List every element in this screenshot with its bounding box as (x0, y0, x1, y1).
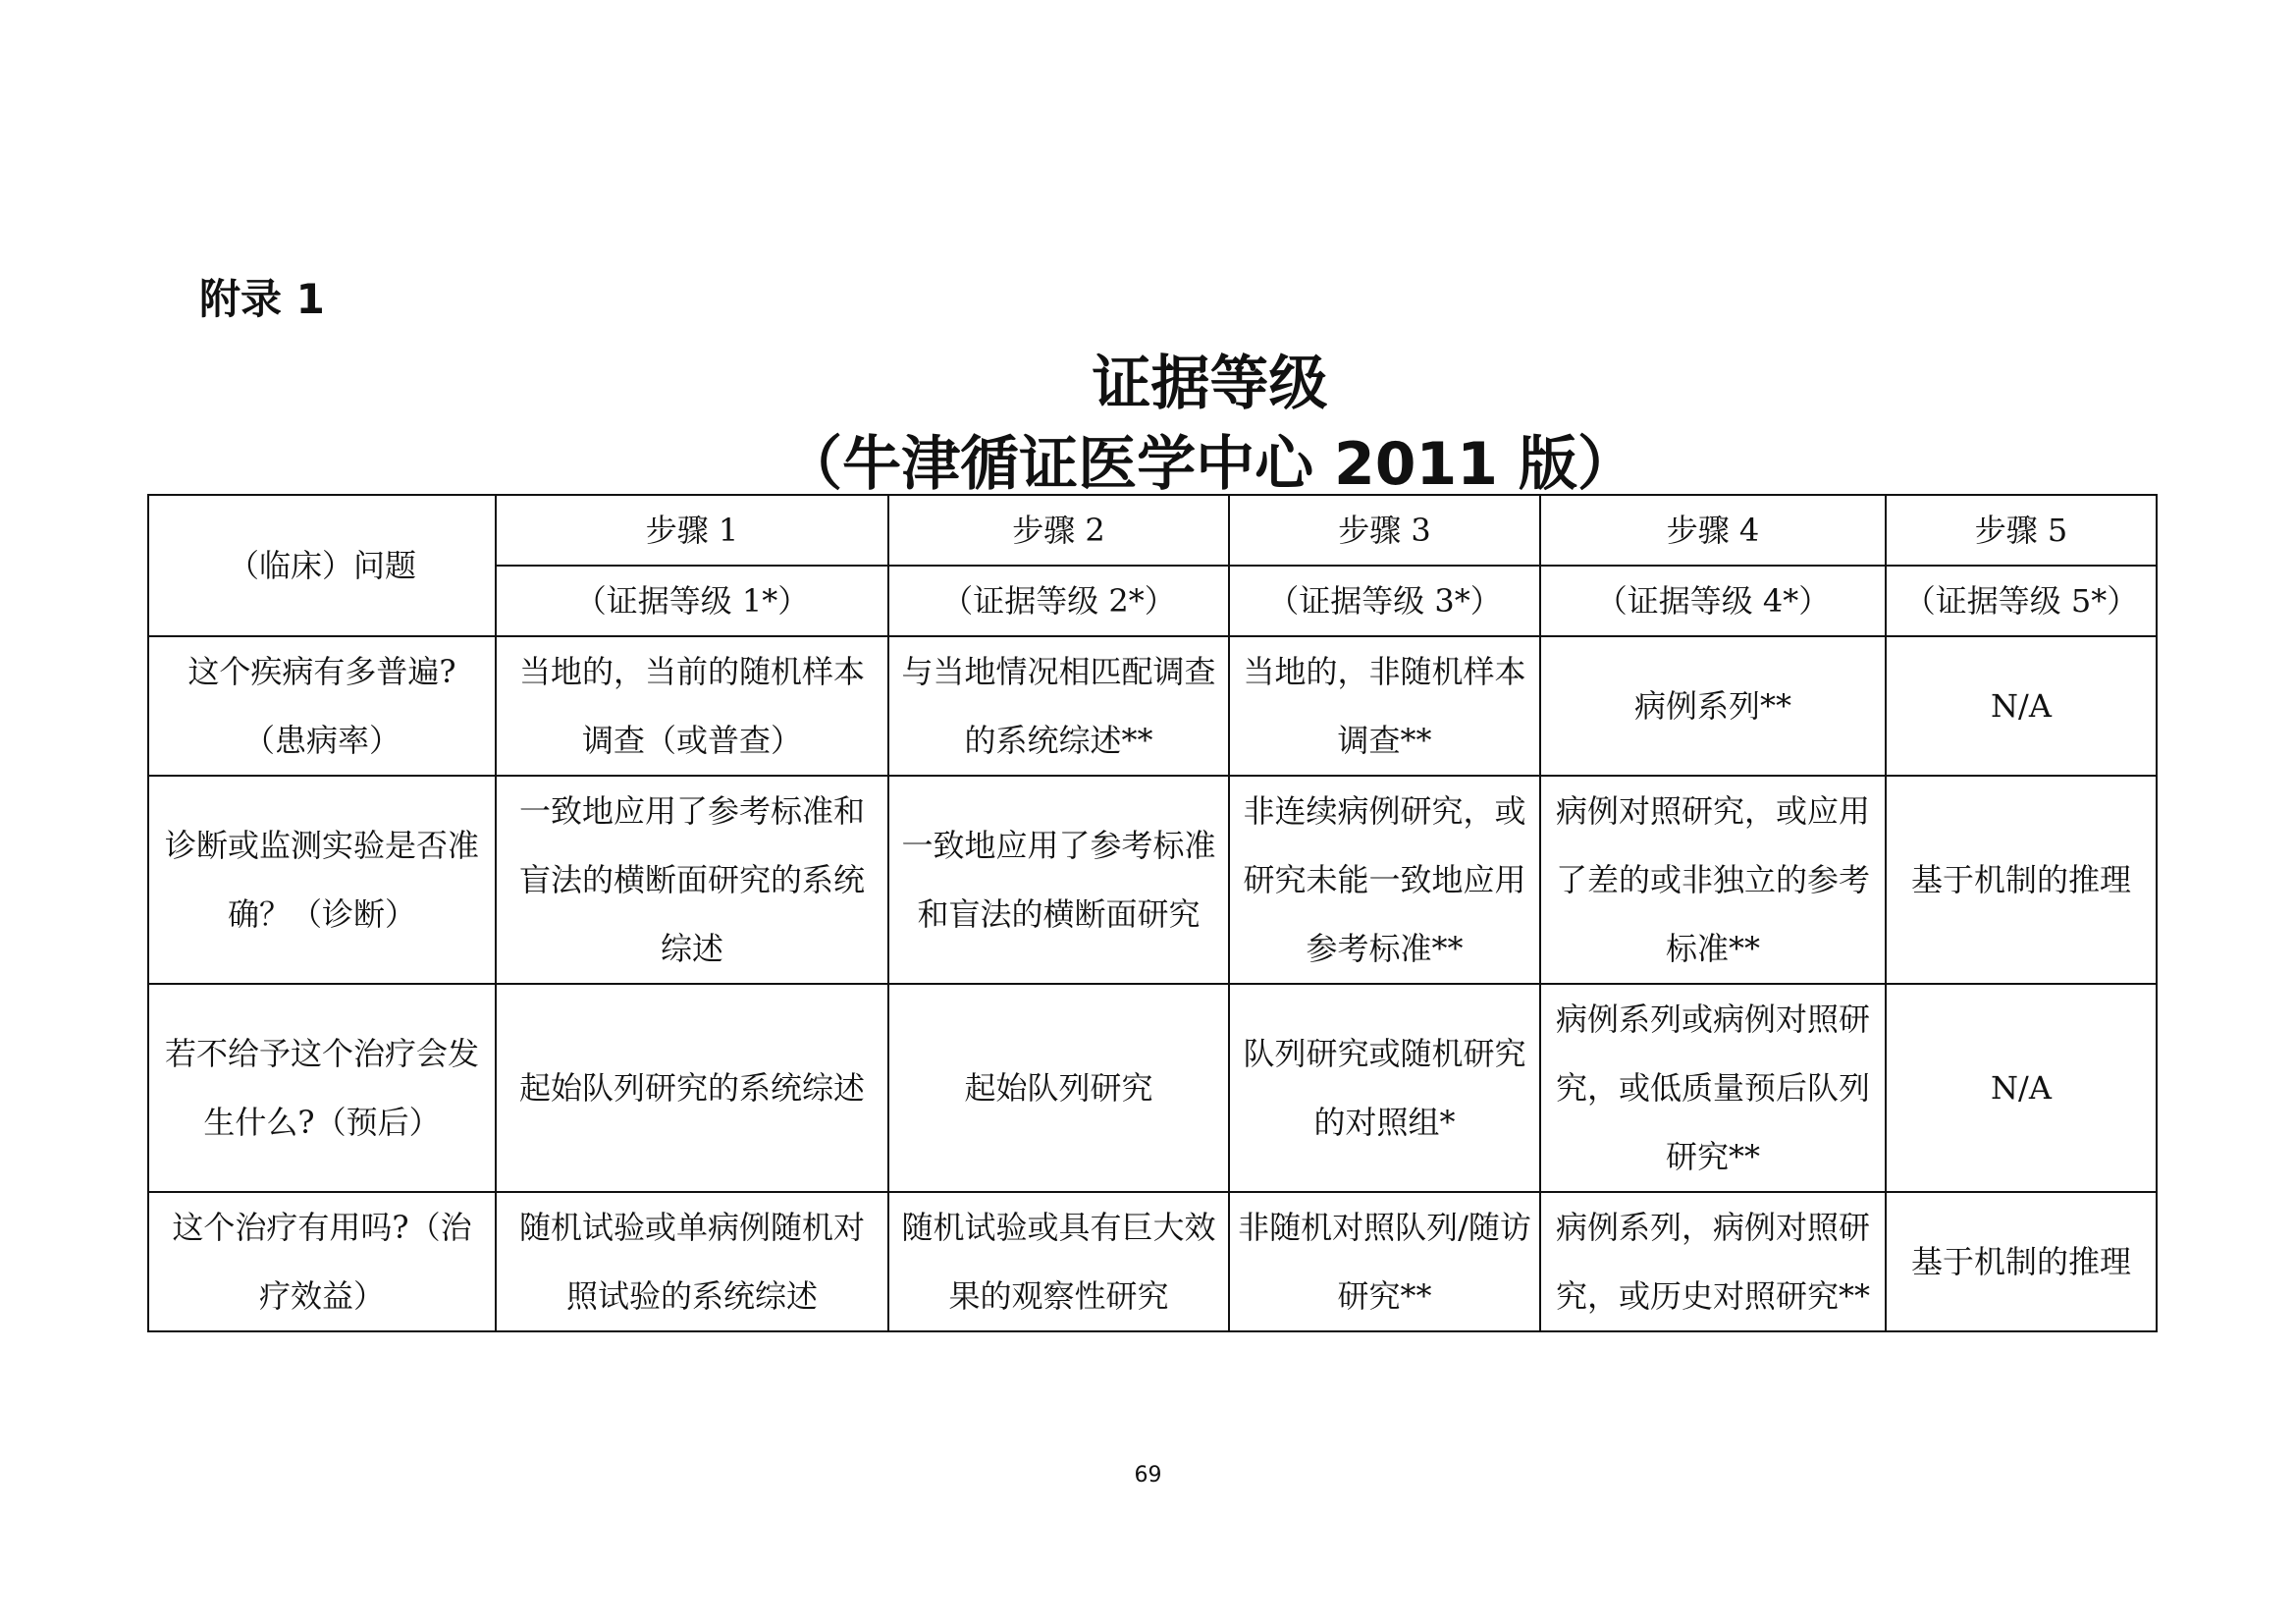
level-header: （证据等级 4*） (1540, 566, 1886, 636)
table-cell: 基于机制的推理 (1886, 776, 2157, 984)
evidence-level-table (147, 494, 2158, 1332)
table-row (148, 1192, 2157, 1331)
question-cell: 这个治疗有用吗?（治疗效益） (148, 1192, 496, 1331)
question-header: （临床）问题 (148, 495, 496, 636)
level-header: （证据等级 3*） (1229, 566, 1540, 636)
table-cell: N/A (1886, 984, 2157, 1192)
step-header: 步骤 1 (496, 495, 888, 566)
table-cell: 随机试验或单病例随机对照试验的系统综述 (496, 1192, 888, 1331)
table-cell: 非随机对照队列/随访研究** (1229, 1192, 1540, 1331)
page-number: 69 (1134, 1463, 1162, 1488)
table-cell: 当地的，当前的随机样本调查（或普查） (496, 636, 888, 776)
table-cell: 病例系列** (1540, 636, 1886, 776)
table-cell: N/A (1886, 636, 2157, 776)
table-cell: 病例对照研究，或应用了差的或非独立的参考标准** (1540, 776, 1886, 984)
table-cell: 病例系列，病例对照研究，或历史对照研究** (1540, 1192, 1886, 1331)
table-row (148, 984, 2157, 1192)
table-cell: 随机试验或具有巨大效果的观察性研究 (888, 1192, 1229, 1331)
table-row (148, 636, 2157, 776)
table-cell: 与当地情况相匹配调查的系统综述** (888, 636, 1229, 776)
step-header: 步骤 2 (888, 495, 1229, 566)
table-cell: 当地的，非随机样本调查** (1229, 636, 1540, 776)
table-cell: 一致地应用了参考标准和盲法的横断面研究的系统综述 (496, 776, 888, 984)
level-header: （证据等级 5*） (1886, 566, 2157, 636)
question-cell: 若不给予这个治疗会发生什么?（预后） (148, 984, 496, 1192)
table-cell: 一致地应用了参考标准和盲法的横断面研究 (888, 776, 1229, 984)
table-cell: 队列研究或随机研究的对照组* (1229, 984, 1540, 1192)
table-row (148, 776, 2157, 984)
step-header: 步骤 4 (1540, 495, 1886, 566)
table-cell: 基于机制的推理 (1886, 1192, 2157, 1331)
table-cell: 病例系列或病例对照研究，或低质量预后队列研究** (1540, 984, 1886, 1192)
page-title: 证据等级 (1092, 350, 1328, 418)
table-cell: 起始队列研究 (888, 984, 1229, 1192)
table-cell: 起始队列研究的系统综述 (496, 984, 888, 1192)
appendix-label: 附录 1 (199, 275, 325, 323)
question-cell: 这个疾病有多普遍?（患病率） (148, 636, 496, 776)
level-header: （证据等级 1*） (496, 566, 888, 636)
step-header: 步骤 5 (1886, 495, 2157, 566)
page-subtitle: （牛津循证医学中心 2011 版） (783, 430, 1636, 499)
question-cell: 诊断或监测实验是否准确？（诊断） (148, 776, 496, 984)
level-header: （证据等级 2*） (888, 566, 1229, 636)
step-header: 步骤 3 (1229, 495, 1540, 566)
table-cell: 非连续病例研究，或研究未能一致地应用参考标准** (1229, 776, 1540, 984)
table-header-row-steps (148, 495, 2157, 566)
